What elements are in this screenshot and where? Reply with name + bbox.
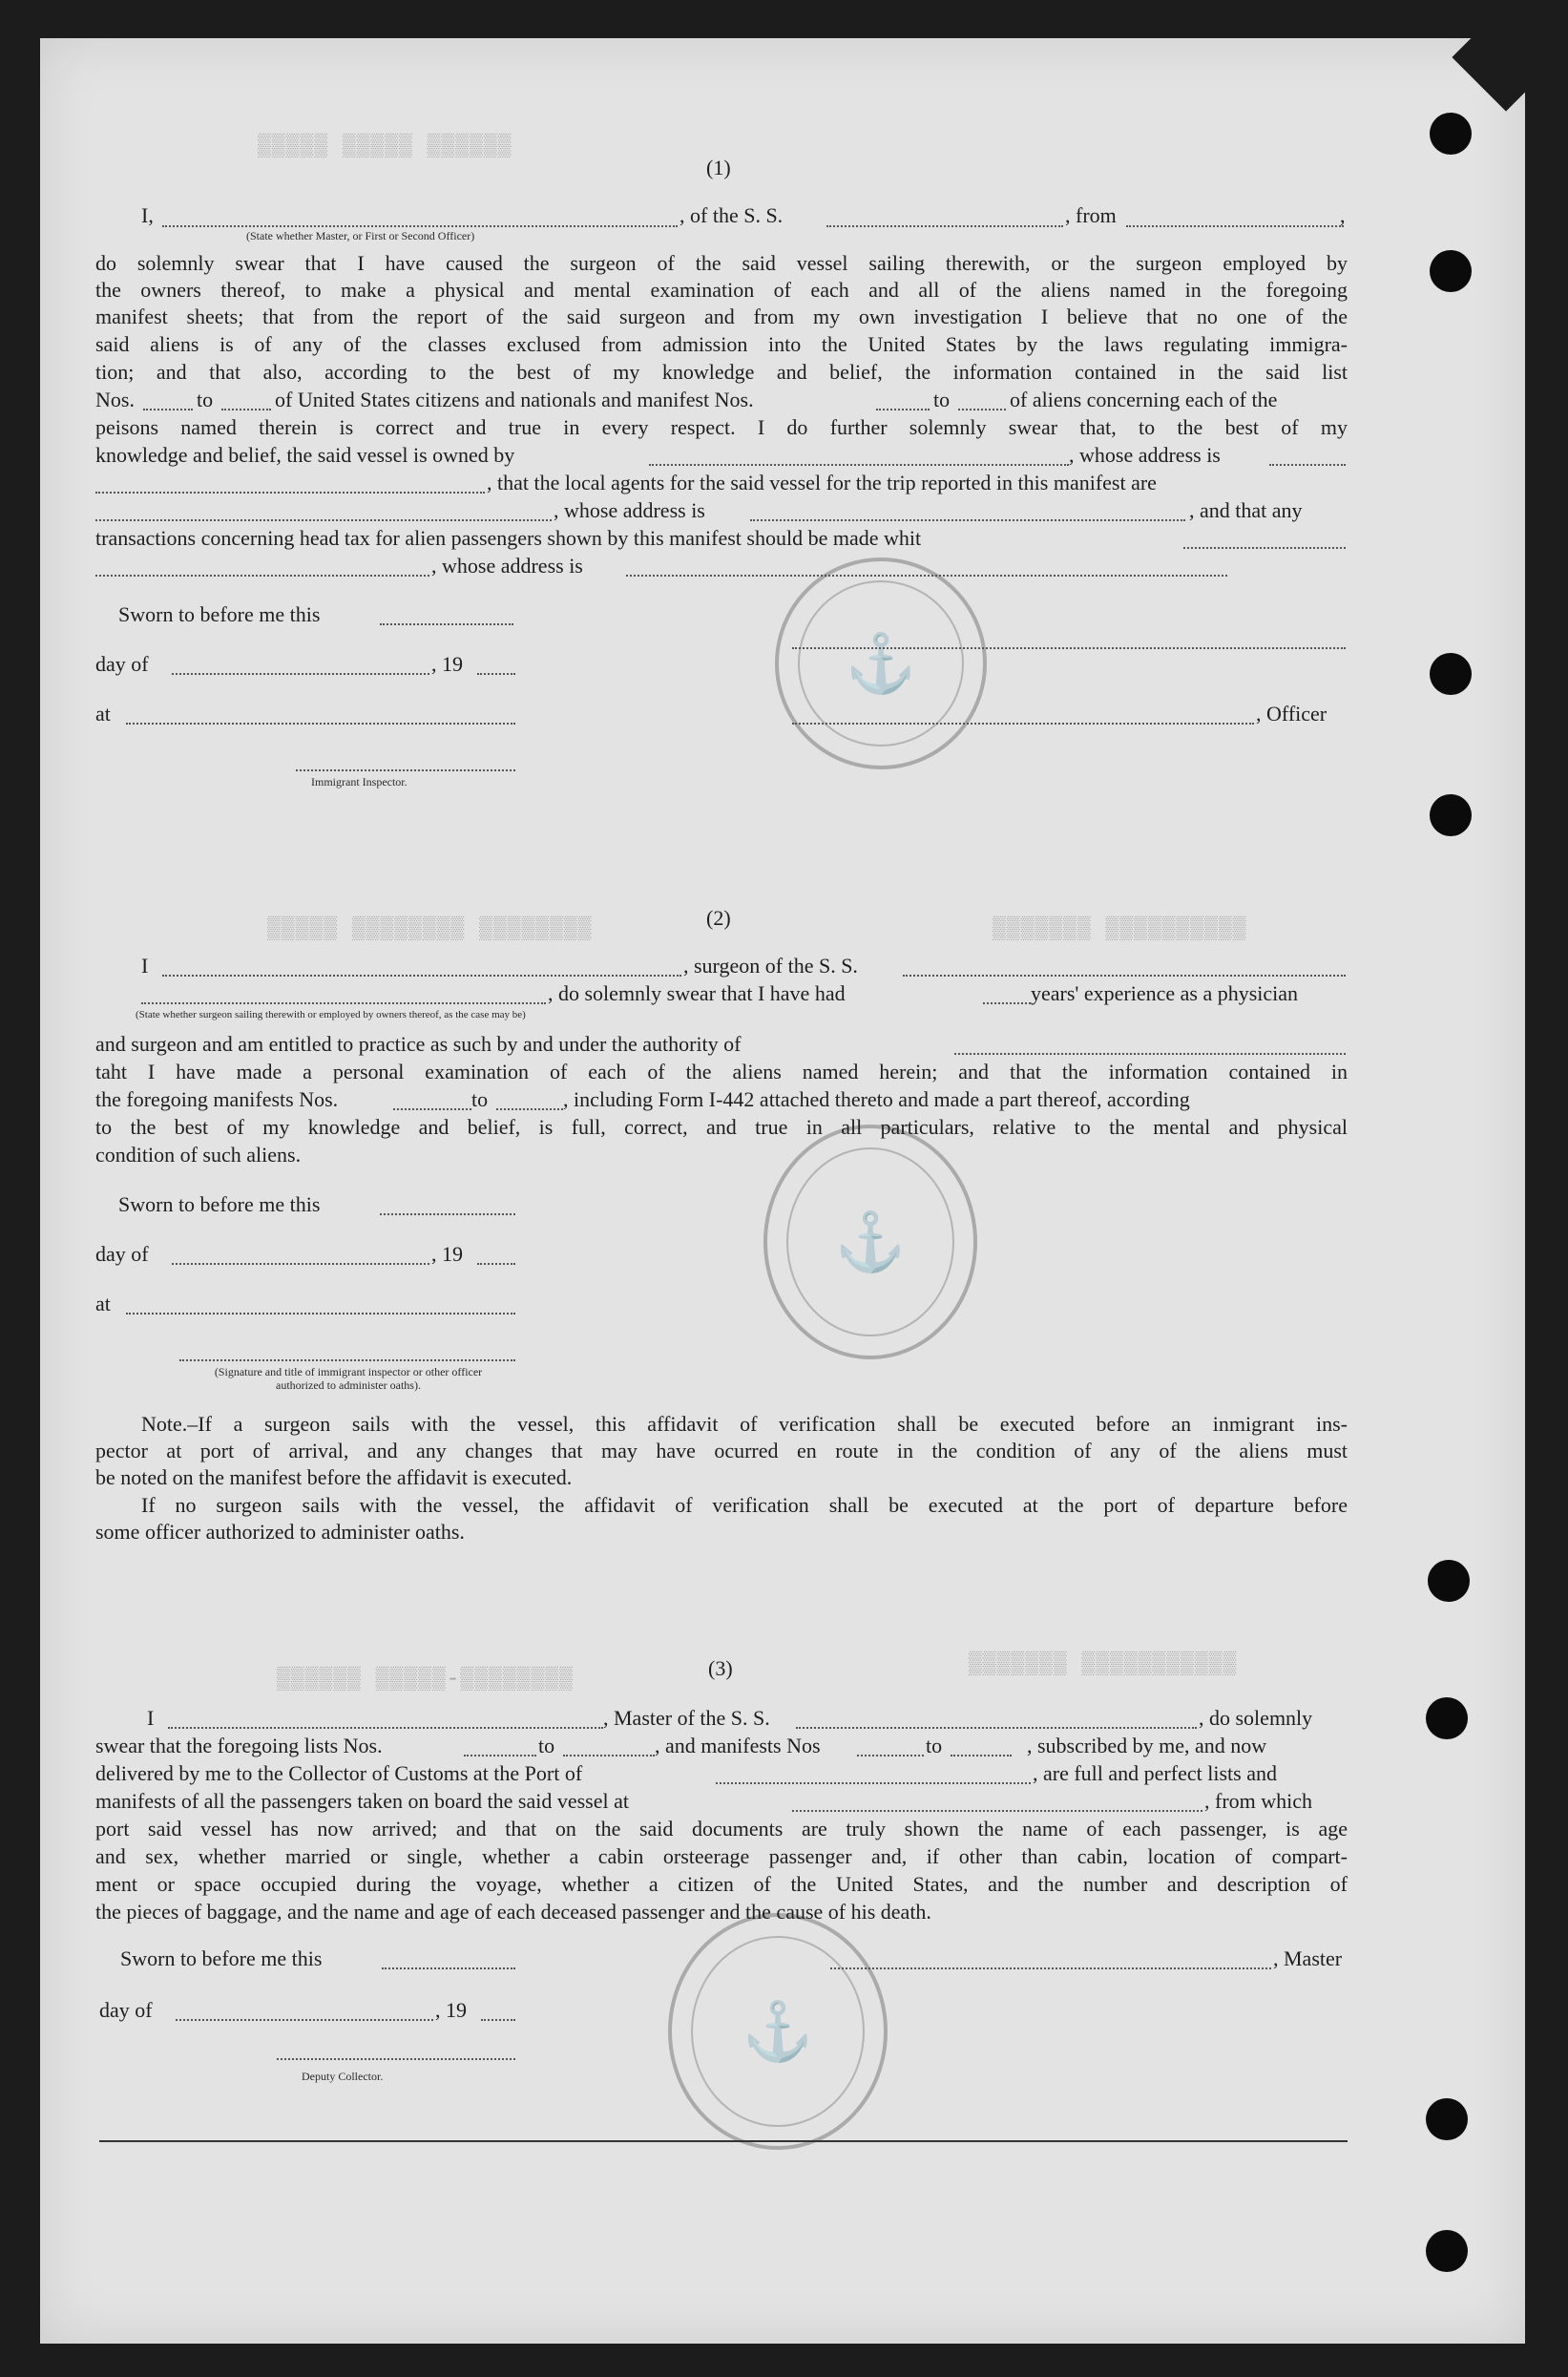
section-number: (1) (706, 156, 731, 179)
from-which-text: , from which (1204, 1789, 1313, 1813)
inspector-caption: Immigrant Inspector. (311, 775, 408, 789)
note-paragraph-line: pector at port of arrival, and any changes that may have ocurred en route in the condition of any of the aliens must (95, 1439, 1348, 1462)
manifest-to-field[interactable] (496, 1108, 563, 1110)
day-of-field[interactable] (176, 2019, 433, 2021)
address-label: , whose address is (1069, 443, 1221, 467)
solemnly-label: , do solemnly (1199, 1706, 1313, 1730)
officer-title-field[interactable] (792, 723, 1254, 725)
sworn-label: Sworn to before me this (118, 602, 321, 626)
master-paragraph-line: port said vessel has now arrived; and that on the said documents are truly shown the name of each passenger, is age (95, 1817, 1348, 1841)
sworn-label: Sworn to before me this (120, 1946, 323, 1970)
head-tax-party-field[interactable] (1183, 547, 1346, 549)
anchor-icon: ⚓ (742, 2000, 814, 2064)
oath-paragraph-line: the owners thereof, to make a physical and mental examination of each and all of the aliens named in the foregoing (95, 278, 1348, 302)
agents-address-field[interactable] (750, 519, 1185, 521)
bleed-through-text: ▒▒▒▒▒ ▒▒▒▒▒ ▒▒▒▒▒▒ (258, 134, 512, 158)
lists-to-field[interactable] (563, 1755, 655, 1756)
company-stamp-3 (668, 1913, 888, 2150)
oath-paragraph-line: tion; and that also, according to the best of my knowledge and belief, the information contained in the said list (95, 360, 1348, 384)
day-of-field[interactable] (172, 1263, 429, 1265)
vessel-name-field[interactable] (826, 225, 1063, 227)
and-that-any-text: , and that any (1189, 498, 1303, 522)
oath-paragraph-line: manifest sheets; that from the report of the said surgeon and from my own investigation I believe that no one of the (95, 305, 1348, 328)
alien-list-to-field[interactable] (958, 409, 1006, 410)
taken-on-board-label: manifests of all the passengers taken on board the said vessel at (95, 1789, 630, 1813)
anchor-icon: ⚓ (834, 1210, 907, 1274)
no-surgeon-paragraph-line: If no surgeon sails with the vessel, the affidavit of verification shall be executed at the port of departure before (141, 1493, 1348, 1517)
company-stamp-2 (763, 1125, 977, 1359)
oath-paragraph-line: said aliens is of any of the classes exclused from admission into the United States by the laws regulating immigra- (95, 332, 1348, 356)
surgeon-paragraph-line: taht I have made a personal examination of each of the aliens named herein; and that the information contained in (95, 1060, 1348, 1083)
punch-hole-1 (1430, 113, 1472, 155)
address-label: , whose address is (554, 498, 705, 522)
sworn-label: Sworn to before me this (118, 1192, 321, 1216)
officer-rank-note: (State whether Master, or First or Second Officer) (246, 229, 475, 242)
bleed-through-text: ▒▒▒▒▒▒ ▒▒▒▒▒-▒▒▒▒▒▒▒▒ (277, 1667, 574, 1692)
year-label: , 19 (431, 652, 463, 676)
oath-label: I (147, 1706, 155, 1730)
to-label: to (471, 1087, 489, 1111)
at-place-field[interactable] (126, 1313, 515, 1315)
manifests-label: the foregoing manifests Nos. (95, 1087, 339, 1111)
manifests-from-field[interactable] (857, 1755, 924, 1756)
year-label: , 19 (431, 1242, 463, 1266)
manifests-label: , and manifests Nos (655, 1734, 821, 1757)
bleed-through-text: ▒▒▒▒▒▒▒ ▒▒▒▒▒▒▒▒▒▒ (993, 916, 1247, 941)
inspector-signature-line[interactable] (179, 1359, 515, 1361)
to-label: to (197, 388, 214, 411)
at-label: at (95, 702, 111, 726)
manifests-to-field[interactable] (951, 1755, 1012, 1756)
years-experience-field[interactable] (983, 1002, 1031, 1004)
surgeon-employment-field[interactable] (141, 1002, 546, 1004)
day-of-label: day of (95, 652, 149, 676)
year-field[interactable] (481, 2019, 515, 2021)
sworn-date-field[interactable] (380, 623, 513, 625)
bleed-through-text: ▒▒▒▒▒▒▒ ▒▒▒▒▒▒▒▒▒▒▒ (969, 1651, 1238, 1676)
to-label: to (933, 388, 951, 411)
bottom-rule (99, 2140, 1348, 2142)
lists-label: swear that the foregoing lists Nos. (95, 1734, 383, 1757)
head-tax-party-field-cont[interactable] (95, 575, 429, 577)
surgeon-paragraph-line: condition of such aliens. (95, 1143, 302, 1167)
years-experience-text: years' experience as a physician (1031, 981, 1299, 1005)
full-lists-text: , are full and perfect lists and (1033, 1761, 1277, 1785)
year-field[interactable] (477, 673, 515, 675)
oath-paragraph-line: peisons named therein is correct and true in every respect. I do further solemnly swear that, to the best of my (95, 415, 1348, 439)
day-of-field[interactable] (172, 673, 429, 675)
alien-list-from-field[interactable] (876, 409, 930, 410)
punch-hole-6 (1426, 1697, 1468, 1739)
to-label: to (926, 1734, 943, 1757)
lists-from-field[interactable] (464, 1755, 536, 1756)
punch-hole-7 (1426, 2098, 1468, 2140)
sworn-date-field[interactable] (382, 1967, 515, 1969)
sworn-date-field[interactable] (380, 1213, 515, 1215)
anchor-icon: ⚓ (845, 632, 917, 696)
punch-hole-3 (1430, 653, 1472, 695)
oath-label: I (141, 954, 149, 978)
authority-field[interactable] (954, 1053, 1346, 1055)
oath-label: I, (141, 203, 154, 227)
officer-rank-field[interactable] (162, 225, 678, 227)
master-signature-line[interactable] (830, 1967, 1271, 1969)
punch-hole-5 (1428, 1560, 1470, 1602)
owner-address-field-cont[interactable] (95, 492, 485, 494)
alien-list-text: of aliens concerning each of the (1010, 388, 1278, 411)
master-paragraph-line: ment or space occupied during the voyage, whether a citizen of the United States, and the number and description of (95, 1872, 1348, 1896)
from-label: , from (1065, 203, 1117, 227)
local-agents-field[interactable] (95, 519, 552, 521)
port-of-arrival-field[interactable] (716, 1782, 1031, 1784)
company-stamp-1 (775, 557, 987, 769)
at-place-field[interactable] (126, 723, 515, 725)
note-paragraph-line: be noted on the manifest before the affidavit is executed. (95, 1465, 573, 1489)
signature-caption: (Signature and title of immigrant inspector or other officer authorized to administer oaths). (214, 1365, 483, 1392)
master-paragraph-line: and sex, whether married or single, whether a cabin orsteerage passenger and, if other than cabin, location of compart- (95, 1844, 1348, 1868)
no-surgeon-paragraph-line: some officer authorized to administer oaths. (95, 1520, 465, 1544)
surgeon-vessel-field[interactable] (903, 975, 1346, 977)
local-agents-text: , that the local agents for the said vessel for the trip reported in this manifest are (487, 471, 1157, 494)
owner-address-field[interactable] (1269, 464, 1346, 466)
year-label: , 19 (435, 1998, 467, 2022)
inspector-signature-line[interactable] (296, 769, 515, 771)
head-tax-address-field[interactable] (626, 575, 1227, 577)
head-tax-text: transactions concerning head tax for alien passengers shown by this manifest should be made whit (95, 526, 922, 550)
note-paragraph-line: Note.–If a surgeon sails with the vessel, this affidavit of verification shall be executed before an inmigrant ins- (141, 1412, 1348, 1436)
section-number: (2) (706, 906, 731, 930)
punch-hole-8 (1426, 2230, 1468, 2272)
owner-label: knowledge and belief, the said vessel is owned by (95, 443, 515, 467)
nos-label: Nos. (95, 388, 135, 411)
citizen-list-from-field[interactable] (143, 409, 193, 410)
surgeon-paragraph-line: to the best of my knowledge and belief, is full, correct, and true in all particulars, relative to the mental and physical (95, 1115, 1348, 1139)
citizen-list-text: of United States citizens and nationals and manifest Nos. (275, 388, 754, 411)
to-label: to (538, 1734, 555, 1757)
from-port-field[interactable] (1126, 225, 1344, 227)
master-label: , Master (1273, 1946, 1343, 1970)
departure-port-field[interactable] (792, 1810, 1202, 1812)
solemnly-label: , do solemnly swear that I have had (548, 981, 846, 1005)
section-number: (3) (708, 1656, 733, 1680)
master-of-label: , Master of the S. S. (603, 1706, 770, 1730)
collector-signature-line[interactable] (277, 2058, 515, 2060)
master-name-field[interactable] (168, 1727, 603, 1729)
day-of-label: day of (95, 1242, 149, 1266)
collector-caption: Deputy Collector. (302, 2070, 384, 2083)
comma: , (1340, 203, 1346, 227)
at-label: at (95, 1292, 111, 1315)
vessel-label: , of the S. S. (679, 203, 784, 227)
address-label: , whose address is (431, 554, 583, 578)
punch-hole-4 (1430, 794, 1472, 836)
citizen-list-to-field[interactable] (221, 409, 271, 410)
owner-field[interactable] (649, 464, 1069, 466)
master-paragraph-line: the pieces of baggage, and the name and age of each deceased passenger and the cause of his death. (95, 1900, 931, 1924)
surgeon-of-label: , surgeon of the S. S. (683, 954, 858, 978)
officer-signature-line[interactable] (792, 647, 1346, 649)
authority-label: and surgeon and am entitled to practice as such by and under the authority of (95, 1032, 742, 1056)
year-field[interactable] (477, 1263, 515, 1265)
officer-label: , Officer (1256, 702, 1328, 726)
surgeon-name-field[interactable] (162, 975, 681, 977)
manifest-from-field[interactable] (393, 1108, 471, 1110)
collector-label: delivered by me to the Collector of Customs at the Port of (95, 1761, 583, 1785)
surgeon-employment-note: (State whether surgeon sailing therewith or employed by owners thereof, as the case may be) (136, 1009, 526, 1020)
oath-paragraph-line: do solemnly swear that I have caused the surgeon of the said vessel sailing therewith, or the surgeon employed by (95, 251, 1348, 275)
day-of-label: day of (99, 1998, 153, 2022)
punch-hole-2 (1430, 250, 1472, 292)
master-vessel-field[interactable] (796, 1727, 1197, 1729)
bleed-through-text: ▒▒▒▒▒ ▒▒▒▒▒▒▒▒ ▒▒▒▒▒▒▒▒ (267, 916, 593, 941)
subscribed-text: , subscribed by me, and now (1027, 1734, 1267, 1757)
form-reference-text: , including Form I-442 attached thereto and made a part thereof, according (563, 1087, 1190, 1111)
